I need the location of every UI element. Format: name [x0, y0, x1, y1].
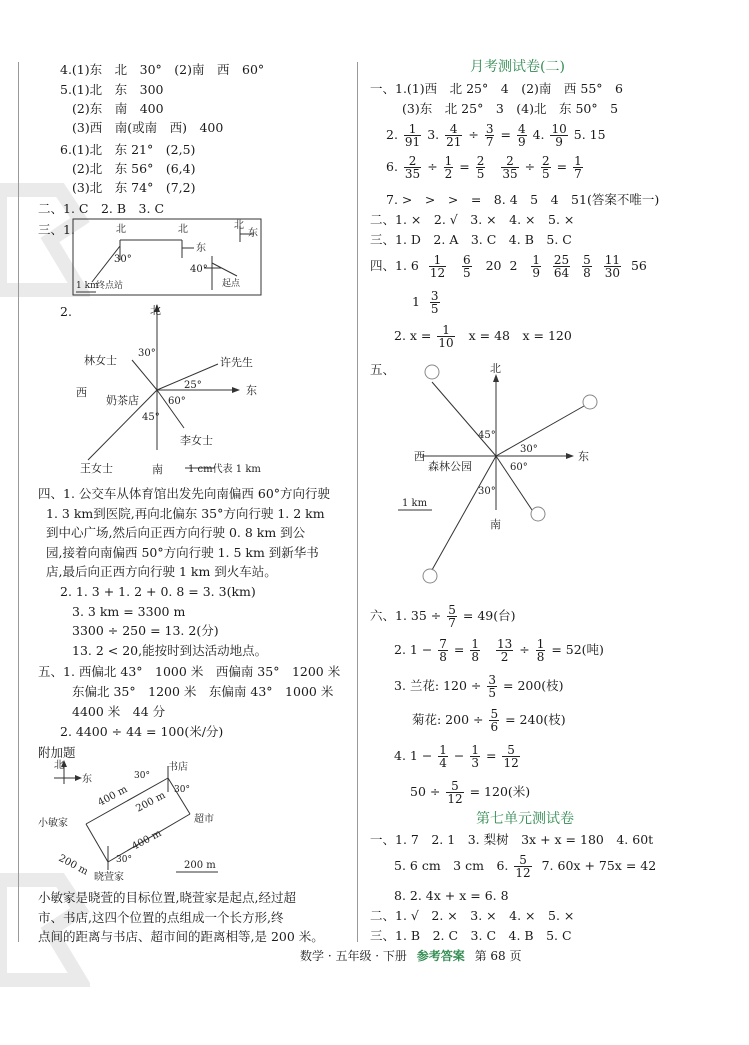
park-compass-diagram [372, 360, 610, 598]
answer-line: 1 $\frac{3}{5}$ [412, 289, 439, 316]
answer-line: 2. 1. 3 + 1. 2 + 0. 8 = 3. 3(km) [60, 584, 256, 599]
answer-line: 一、1.(1)西 北 25° 4 (2)南 西 55° 6 [370, 81, 624, 96]
answer-line: 一、1. 7 2. 1 3. 梨树 3x + x = 180 4. 60t [370, 832, 654, 847]
west-label: 西 [76, 386, 87, 399]
fraction: $\frac{5}{12}$ [447, 779, 463, 806]
east-label: 东 [248, 228, 258, 239]
fraction: $\frac{6}{5}$ [463, 253, 471, 280]
fraction: $\frac{2}{5}$ [476, 154, 485, 181]
angle-label: 30° [134, 771, 150, 781]
fraction: $\frac{1}{2}$ [444, 154, 453, 181]
east-label: 东 [196, 243, 206, 254]
answer-line: 三、1. [38, 222, 75, 237]
answer-line: 8. 2. 4x + x = 6. 8 [394, 888, 509, 903]
answer-line: 三、1. D 2. A 3. C 4. B 5. C [370, 232, 572, 247]
fraction: $\frac{1}{9}$ [532, 253, 540, 280]
fraction: $\frac{3}{7}$ [485, 122, 494, 149]
start-label: 起点 [222, 279, 241, 289]
angle-label: 30° [116, 855, 132, 865]
answer-line: 2. [60, 304, 72, 319]
answer-line: 3. 3 km = 3300 m [72, 604, 186, 619]
fraction: $\frac{1}{3}$ [471, 743, 480, 770]
bookstore-label: 书店 [168, 762, 188, 773]
home-label: 小敏家 [38, 818, 68, 829]
answer-line: 3. 兰花: 120 ÷ $\frac{3}{5}$ = 200(枝) [394, 673, 564, 700]
answer-line: 1. 3 km到医院,再向北偏东 35°方向行驶 1. 2 km [46, 506, 325, 521]
fraction: $\frac{25}{64}$ [553, 253, 570, 280]
section-heading: 附加题 [38, 745, 76, 760]
answer-line: 到中心广场,然后向正西方向行驶 0. 8 km 到公 [46, 525, 306, 540]
fraction: $\frac{4}{21}$ [446, 122, 462, 149]
footer-subject: 数学 · 五年级 · 下册 [300, 949, 407, 963]
home-label: 晓萱家 [94, 872, 124, 882]
fraction: $\frac{2}{5}$ [542, 154, 550, 181]
fraction: $\frac{3}{5}$ [488, 673, 497, 700]
answer-line: 四、1. 公交车从体育馆出发先向南偏西 60°方向行驶 [38, 486, 331, 501]
distance-label: 200 m [134, 790, 168, 815]
angle-label: 30° [520, 444, 538, 455]
answer-line: 五、 [370, 362, 396, 377]
east-label: 东 [578, 450, 589, 463]
angle-label: 30° [174, 785, 190, 795]
answer-line: 菊花: 200 ÷ $\frac{5}{6}$ = 240(枝) [412, 707, 566, 734]
answer-line: 5.(1)北 东 300 [60, 82, 164, 97]
fraction: $\frac{1}{7}$ [574, 154, 582, 181]
fraction: $\frac{11}{30}$ [604, 253, 621, 280]
person-label: 李女士 [180, 434, 213, 447]
answer-line: 6. $\frac{2}{35}$ ÷ $\frac{1}{2}$ = $\frac{2}{5}$ $\frac{2}{35}$ ÷ $\frac{2}{5}$ = $\frac{1}{7}$ [386, 154, 582, 181]
fraction: $\frac{1}{91}$ [404, 122, 421, 149]
route-map-diagram [72, 218, 264, 298]
person-label: 王女士 [80, 462, 113, 475]
distance-label: 200 m [56, 852, 90, 878]
answer-line: 3300 ÷ 250 = 13. 2(分) [72, 623, 219, 638]
fraction: $\frac{7}{8}$ [439, 637, 447, 664]
page-footer [300, 947, 521, 964]
north-label: 北 [150, 304, 161, 317]
north-label: 北 [116, 224, 126, 235]
end-station-label: 终点站 [96, 281, 124, 291]
answer-line: 2. 1 − $\frac{7}{8}$ = $\frac{1}{8}$ $\frac{13}{2}$ ÷ $\frac{1}{8}$ = 52(吨) [394, 637, 604, 664]
distance-label: 400 m [96, 784, 130, 809]
north-label: 北 [178, 224, 188, 235]
column-divider [357, 62, 358, 942]
place-label: 奶茶店 [106, 394, 139, 407]
fraction: $\frac{5}{7}$ [448, 603, 456, 630]
fraction: $\frac{3}{5}$ [430, 289, 439, 316]
answer-line: 4. 1 − $\frac{1}{4}$ − $\frac{1}{3}$ = $\frac{5}{12}$ [394, 743, 519, 770]
distance-label: 400 m [130, 828, 164, 853]
answer-line: 2. $\frac{1}{91}$ 3. $\frac{4}{21}$ ÷ $\frac{3}{7}$ = $\frac{4}{9}$ 4. $\frac{10}{9}$ 5. 15 [386, 122, 606, 149]
answer-line: 6.(1)北 东 21° (2,5) [60, 142, 196, 157]
scale-label: 1 km [402, 498, 428, 509]
west-label: 西 [414, 450, 425, 463]
east-label: 东 [246, 384, 257, 397]
angle-label: 45° [142, 412, 160, 423]
footer-answers: 参考答案 [416, 949, 465, 963]
scale-label: 1 cm代表 1 km [188, 464, 261, 475]
fraction: $\frac{13}{2}$ [496, 637, 513, 664]
answer-line: 5. 6 cm 3 cm 6. $\frac{5}{12}$ 7. 60x + 75x = 42 [394, 853, 657, 880]
answer-line: 四、1. 6 $\frac{1}{12}$ $\frac{6}{5}$ 20 2 $\frac{1}{9}$ $\frac{25}{64}$ $\frac{5}{8}$ $\frac{11}{30}$ 56 [370, 253, 647, 280]
answer-line: 50 ÷ $\frac{5}{12}$ = 120(米) [410, 779, 531, 806]
fraction: $\frac{5}{6}$ [490, 707, 499, 734]
answer-line: 13. 2 < 20,能按时到达活动地点。 [72, 643, 268, 658]
angle-label: 25° [184, 380, 202, 391]
fraction: $\frac{1}{8}$ [471, 637, 480, 664]
scale-label: 1 km [76, 281, 99, 291]
rectangle-route-diagram [34, 758, 314, 882]
section-title: 第七单元测试卷 [476, 811, 574, 827]
left-margin-rule [18, 62, 19, 942]
east-label: 东 [82, 774, 92, 785]
answer-line: 三、1. B 2. C 3. C 4. B 5. C [370, 928, 572, 943]
answer-line: (3)东 北 25° 3 (4)北 东 50° 5 [402, 101, 619, 116]
scale-label: 200 m [184, 860, 216, 871]
answer-line: 二、1. × 2. √ 3. × 4. × 5. × [370, 212, 575, 227]
angle-label: 45° [478, 430, 496, 441]
answer-line: 六、1. 35 ÷ $\frac{5}{7}$ = 49(台) [370, 603, 516, 630]
fraction: $\frac{5}{12}$ [515, 853, 531, 880]
angle-label: 40° [190, 264, 208, 275]
answer-line: (2)北 东 56° (6,4) [72, 161, 196, 176]
angle-label: 30° [478, 486, 496, 497]
angle-label: 30° [114, 254, 132, 265]
answer-line: (3)西 南(或南 西) 400 [72, 120, 224, 135]
fraction: $\frac{1}{8}$ [536, 637, 545, 664]
page-number: 第 68 页 [474, 949, 522, 963]
person-label: 许先生 [220, 356, 253, 369]
north-label: 北 [490, 362, 501, 375]
answer-line: 二、1. C 2. B 3. C [38, 201, 165, 216]
answer-line: 小敏家是晓萱的目标位置,晓萱家是起点,经过超 [38, 890, 296, 905]
fraction: $\frac{1}{10}$ [438, 323, 454, 350]
park-label: 森林公园 [428, 460, 472, 473]
answer-line: 东偏北 35° 1200 米 东偏南 43° 1000 米 [72, 684, 334, 699]
north-label: 北 [54, 760, 64, 771]
fraction: $\frac{2}{35}$ [502, 154, 518, 181]
section-title: 月考测试卷(二) [470, 59, 565, 75]
answer-line: 园,接着向南偏西 50°方向行驶 1. 5 km 到新华书 [46, 545, 319, 560]
fraction: $\frac{10}{9}$ [551, 122, 567, 149]
fraction: $\frac{5}{8}$ [583, 253, 591, 280]
answer-line: 2. 4400 ÷ 44 = 100(米/分) [60, 724, 224, 739]
answer-line: 2. x = $\frac{1}{10}$ x = 48 x = 120 [394, 323, 572, 350]
fraction: $\frac{5}{12}$ [503, 743, 519, 770]
answer-line: 二、1. √ 2. × 3. × 4. × 5. × [370, 908, 575, 923]
market-label: 超市 [194, 814, 214, 825]
answer-line: 店,最后向正西方向行驶 1 km 到火车站。 [46, 564, 277, 579]
answer-line: 五、1. 西偏北 43° 1000 米 西偏南 35° 1200 米 [38, 664, 341, 679]
answer-line: (2)东 南 400 [72, 101, 164, 116]
south-label: 南 [152, 463, 163, 476]
answer-line: 7. > > > = 8. 4 5 4 51(答案不唯一) [386, 192, 660, 207]
compass-diagram [70, 300, 285, 478]
answer-line: (3)北 东 74° (7,2) [72, 180, 196, 195]
angle-label: 60° [168, 396, 186, 407]
answer-line: 点间的距离与书店、超市间的距离相等,是 200 米。 [38, 929, 324, 944]
person-label: 林女士 [84, 354, 117, 367]
angle-label: 30° [138, 348, 156, 359]
fraction: $\frac{1}{12}$ [429, 253, 446, 280]
north-label: 北 [234, 220, 244, 231]
fraction: $\frac{4}{9}$ [517, 122, 526, 149]
answer-line: 市、书店,这四个位置的点组成一个长方形,终 [38, 910, 284, 925]
answer-line: 4400 米 44 分 [72, 704, 166, 719]
angle-label: 60° [510, 462, 528, 473]
fraction: $\frac{1}{4}$ [439, 743, 447, 770]
fraction: $\frac{2}{35}$ [404, 154, 421, 181]
answer-line: 4.(1)东 北 30° (2)南 西 60° [60, 62, 265, 77]
south-label: 南 [490, 518, 501, 531]
